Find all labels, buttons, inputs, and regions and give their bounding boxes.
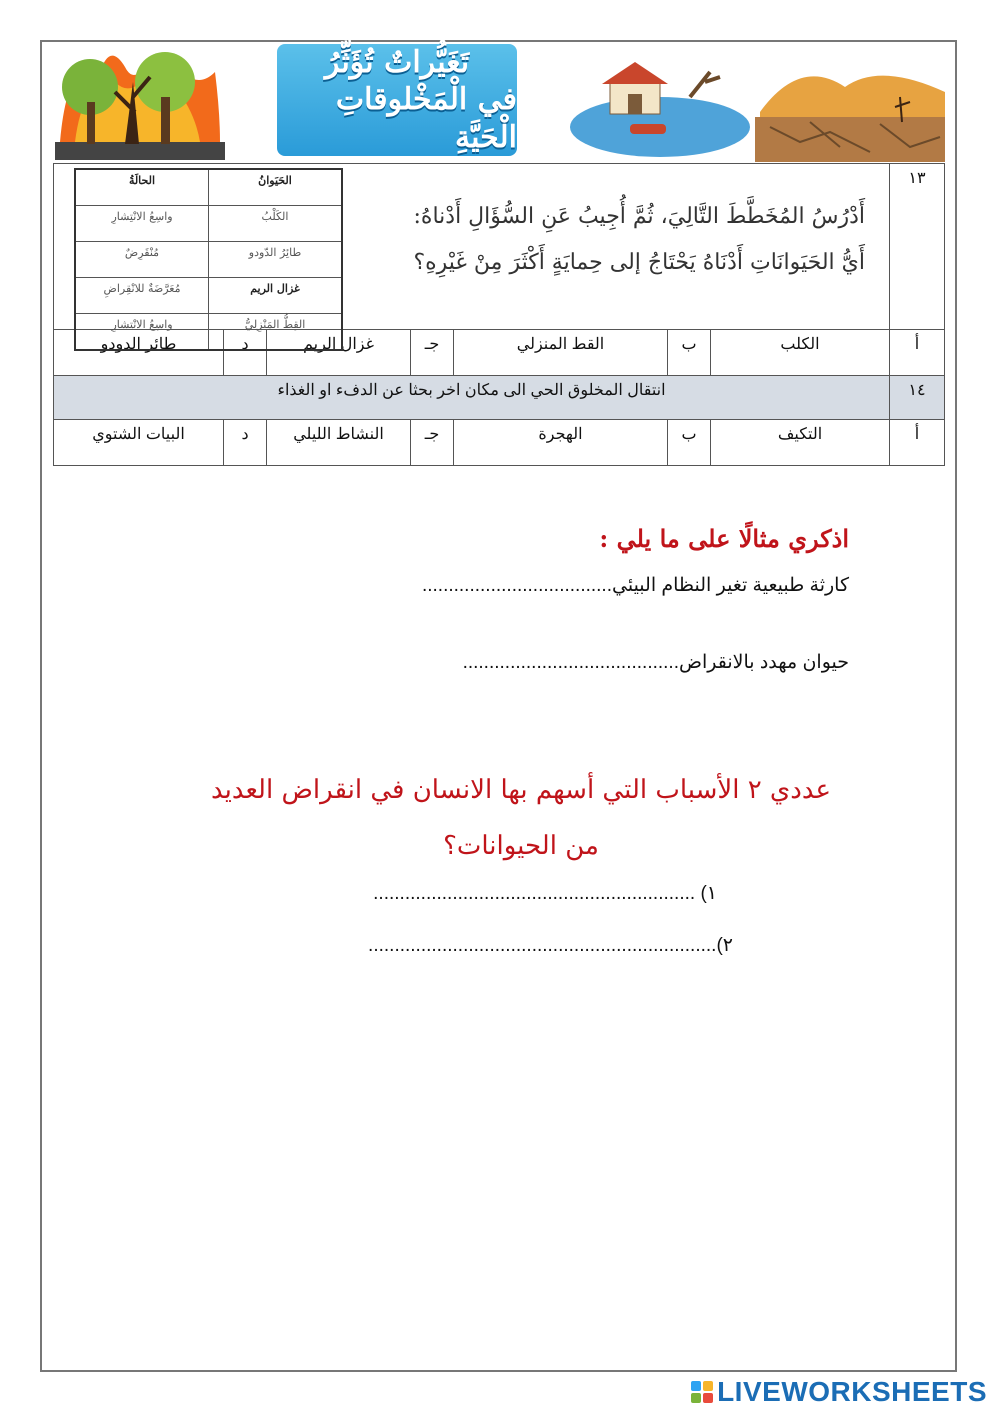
brand-name: LIVEWORKSHEETS (717, 1376, 987, 1407)
brand-grid-icon (691, 1381, 713, 1403)
diagram-header-status: الحالَةُ (75, 169, 209, 206)
question-number: ١٤ (890, 376, 945, 420)
prompt-text: حيوان مهدد بالانقراض (679, 652, 849, 673)
diagram-animal: طائِرُ الدّودو (209, 242, 343, 278)
answer-line-2[interactable]: ٢).................................................................. (368, 935, 733, 956)
example-prompt-disaster (422, 574, 849, 597)
prompt-text: كارثة طبيعية تغير النظام البيئي (612, 575, 849, 596)
option-letter: أ (890, 420, 945, 466)
title-line-1: تَغَيُّراتٌ تُؤَثِّرُ (324, 44, 470, 80)
causes-heading-line-1: عددي ٢ الأسباب التي أسهم بها الانسان في انقراض العديد (210, 775, 832, 805)
question-14-prompt: انتقال المخلوق الحي الى مكان اخر بحثا عن الدفء او الغذاء (54, 376, 890, 420)
option-answer[interactable]: طائر الدودو (100, 336, 177, 353)
diagram-status: واسِعُ الانْتِشارِ (75, 206, 209, 242)
option-group (54, 420, 267, 466)
question-13-body (54, 164, 889, 331)
option-letter: ب (668, 420, 711, 466)
question-13-row (54, 164, 945, 330)
question-number: ١٣ (890, 164, 945, 330)
question-13-prompt: أَيُّ الحَيَوانَاتِ أَدْنَاهُ يَحْتَاجُ إلى حِمايَةٍ أَكْثَرَ مِنْ غَيْرِهِ؟ (413, 250, 865, 275)
causes-heading-line-2: من الحيوانات؟ (443, 831, 599, 861)
question-14-options (54, 420, 945, 466)
option-letter: جـ (411, 420, 454, 466)
option-answer[interactable]: الكلب (711, 330, 890, 376)
option-letter: د (224, 330, 267, 375)
title-line-2: في الْمَخْلوقاتِ الْحَيَّةِ (335, 82, 517, 155)
causes-heading (201, 762, 841, 874)
diagram-status: مُعَرَّضَةٌ للانْقِراضِ (75, 278, 209, 314)
option-letter: د (224, 420, 267, 465)
diagram-status: مُنْقَرِضٌ (75, 242, 209, 278)
option-letter: جـ (411, 330, 454, 376)
answer-line-1[interactable]: ١) ............................................................. (373, 883, 717, 904)
question-13-text (305, 194, 865, 286)
diagram-animal: القِطُّ المَنْزِلِيُّ (209, 314, 343, 351)
diagram-status: واسِعُ الانْتِشارِ (75, 314, 209, 351)
option-answer[interactable]: التكيف (711, 420, 890, 466)
option-answer[interactable]: غزال الريم (267, 330, 411, 376)
flood-drought-illustration (570, 52, 945, 162)
diagram-animal: الكَلْبُ (209, 206, 343, 242)
option-answer[interactable]: القط المنزلي (454, 330, 668, 376)
animal-status-diagram (74, 168, 343, 351)
answer-blank[interactable]: .................................... (421, 575, 612, 596)
option-answer[interactable]: النشاط الليلي (267, 420, 411, 466)
worksheet-header (55, 42, 945, 164)
option-answer[interactable]: البيات الشتوي (92, 426, 185, 443)
option-letter: ب (668, 330, 711, 376)
examples-heading: اذكري مثالًا على ما يلي : (599, 524, 849, 553)
question-table (53, 163, 945, 466)
option-answer[interactable]: الهجرة (454, 420, 668, 466)
diagram-header-animal: الحَيَوانُ (209, 169, 343, 206)
answer-blank[interactable]: ......................................... (462, 652, 679, 673)
option-letter: أ (890, 330, 945, 376)
example-prompt-endangered (463, 651, 849, 674)
liveworksheets-logo (691, 1376, 987, 1408)
title-banner (277, 44, 517, 156)
question-13-instruction: أَدْرُسُ المُخَطَّطَ التَّالِيَ، ثُمَّ أُجِيبُ عَنِ السُّؤَالِ أَدْناهُ: (413, 204, 865, 229)
forest-fire-illustration (55, 42, 225, 160)
diagram-animal: غزال الريم (209, 278, 343, 314)
question-14-row (54, 376, 945, 420)
